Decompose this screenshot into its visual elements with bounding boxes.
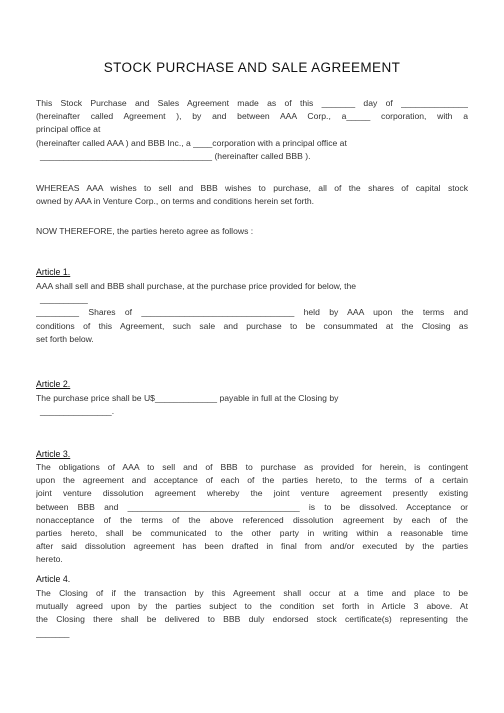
article-3-line: joint venture dissolution agreement whereby the joint venture agreement presently existing: [36, 488, 468, 499]
intro-line: (hereinafter called Agreement ), by and between AAA Corp., a_____ corporation, with a: [36, 111, 468, 122]
article-2-heading: Article 2.: [36, 379, 71, 389]
intro-line: ____________________________________ (hereinafter called BBB ).: [40, 150, 311, 161]
article-2-body: [36, 392, 468, 418]
article-4-line: mutually agreed upon by the parties subject to the condition set forth in Article 3 above. At: [36, 601, 468, 612]
article-3-body: [36, 461, 468, 567]
article-1-line: __________: [40, 294, 88, 305]
article-3-heading: Article 3.: [36, 449, 71, 459]
article-3-line: parties hereto, shall be communicated to the other party in writing within a reasonable time: [36, 528, 468, 539]
article-1-line: _________ Shares of ________________________________ held by AAA upon the terms and: [36, 307, 468, 318]
article-3-line: after said dissolution agreement has been drafted in final from and/or executed by the parties: [36, 541, 468, 552]
intro-paragraph: [36, 97, 468, 163]
whereas-line: WHEREAS AAA wishes to sell and BBB wishes to purchase, all of the shares of capital stock: [36, 183, 468, 193]
article-3-line: between BBB and ____________________________________ is to be dissolved. Acceptance or: [36, 501, 468, 512]
article-4-line: The Closing of if the transaction by this Agreement shall occur at a time and place to be: [36, 588, 468, 598]
intro-line: This Stock Purchase and Sales Agreement made as of this _______ day of ______________: [36, 98, 468, 108]
article-2-line: The purchase price shall be U$_____________ payable in full at the Closing by: [36, 393, 339, 403]
article-3-line: The obligations of AAA to sell and of BBB to purchase as provided for herein, is contingent: [36, 462, 468, 472]
intro-line: (hereinafter called AAA ) and BBB Inc., a ____corporation with a principal office at: [36, 137, 347, 148]
article-1-line: AAA shall sell and BBB shall purchase, at the purchase price provided for below, the: [36, 281, 357, 291]
article-4-line: _______: [36, 627, 70, 638]
article-4-line: the Closing there shall be delivered to BBB duly endorsed stock certificate(s) representing the: [36, 614, 468, 625]
whereas-line: owned by AAA in Venture Corp., on terms and conditions herein set forth.: [36, 196, 315, 207]
article-1-line: set forth below.: [36, 333, 94, 344]
now-therefore-paragraph: [36, 225, 468, 238]
article-3-line: nonacceptance of the terms of the above referenced dissolution agreement by each of the: [36, 514, 468, 525]
whereas-paragraph: [36, 182, 468, 208]
article-3-line: hereto.: [36, 554, 63, 565]
article-2-line: _______________.: [40, 406, 115, 417]
article-4-heading: Article 4.: [36, 574, 71, 584]
article-4-body: [36, 587, 468, 640]
article-3-line: upon the agreement and acceptance of each of the parties hereto, to the terms of a certain: [36, 475, 468, 486]
article-1-line: conditions of this Agreement, such sale and purchase to be consummated at the Closing as: [36, 320, 468, 331]
document-title: STOCK PURCHASE AND SALE AGREEMENT: [103, 60, 401, 75]
intro-line: principal office at: [36, 124, 101, 135]
article-1-heading: Article 1.: [36, 267, 71, 277]
article-1-body: [36, 280, 468, 346]
now-therefore-line: NOW THEREFORE, the parties hereto agree as follows :: [36, 226, 254, 236]
